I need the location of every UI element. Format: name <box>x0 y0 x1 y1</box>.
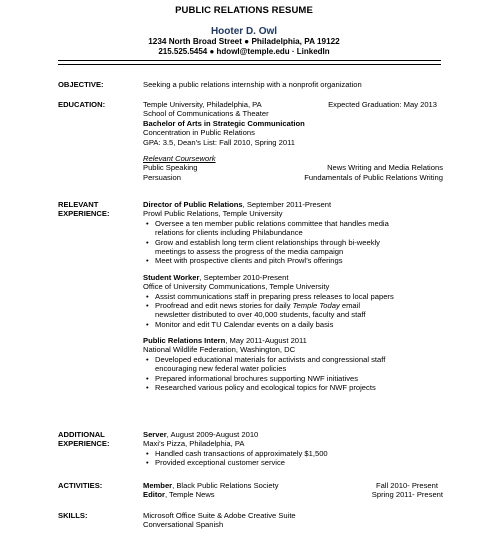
gpa-line: GPA: 3.5, Dean’s List: Fall 2010, Spring 2011 <box>143 137 295 147</box>
job-duties <box>143 219 443 266</box>
header-divider-second <box>58 64 441 65</box>
coursework-heading: Relevant Coursework <box>143 153 216 163</box>
experience-label: RELEVANT EXPERIENCE: <box>58 200 110 219</box>
duty-item-continued: newsletter distributed to over 40,000 students, faculty and staff <box>155 310 366 320</box>
duty-item: • Proofread and edit news stories for daily Temple Today email <box>143 301 443 310</box>
activity-org: , Black Public Relations Society <box>172 481 279 490</box>
course-row <box>143 163 443 172</box>
activity-row <box>143 481 443 490</box>
candidate-contact: 215.525.5454 ● hdowl@temple.edu · LinkedIn <box>158 47 330 56</box>
job-title: Director of Public Relations <box>143 200 243 209</box>
duty-item: • Developed educational materials for activists and congressional staff <box>143 355 443 364</box>
job-title: Server <box>143 430 167 439</box>
duty-item: • Handled cash transactions of approximately $1,500 <box>143 449 443 458</box>
duty-item-continued: encouraging new federal water policies <box>155 364 287 374</box>
duty-item: • Provided exceptional customer service <box>143 458 443 467</box>
candidate-name: Hooter D. Owl <box>210 26 278 37</box>
job-title: Student Worker <box>143 272 200 282</box>
school-name: Temple University, Philadelphia, PA <box>143 100 262 109</box>
job-heading <box>143 273 443 282</box>
job-duties <box>143 355 443 393</box>
job-duties <box>143 292 443 330</box>
objective-text: Seeking a public relations internship with a nonprofit organization <box>143 80 362 89</box>
job-organization: Office of University Communications, Temple University <box>143 282 330 292</box>
duty-item: • Assist communications staff in preparing press releases to local papers <box>143 292 443 301</box>
job-dates: , August 2009-August 2010 <box>166 430 259 439</box>
course-left: Persuasion <box>143 172 181 182</box>
document-title: PUBLIC RELATIONS RESUME <box>175 5 313 16</box>
course-right: News Writing and Media Relations <box>327 163 443 173</box>
job-organization: National Wildlife Federation, Washington, DC <box>143 345 296 355</box>
duty-item: • Researched various policy and ecological topics for NWF projects <box>143 383 443 392</box>
graduation-date: Expected Graduation: May 2013 <box>328 100 437 109</box>
header-divider <box>58 60 441 61</box>
course-left: Public Speaking <box>143 163 198 173</box>
duty-item: • Grow and establish long term client relationships through bi-weekly <box>143 238 443 247</box>
duty-item: • Meet with prospective clients and pitch Prowl’s offerings <box>143 256 443 265</box>
skill-item: Microsoft Office Suite & Adobe Creative Suite <box>143 511 296 520</box>
job-organization: Maxi’s Pizza, Philadelphia, PA <box>143 439 245 449</box>
publication-name: Temple Today <box>292 300 340 310</box>
activity-dates: Spring 2011- Present <box>371 490 443 500</box>
activity-dates: Fall 2010- Present <box>375 481 438 490</box>
activity-role: Editor <box>143 490 165 500</box>
course-right: Fundamentals of Public Relations Writing <box>304 172 443 182</box>
job-dates: , September 2011-Present <box>242 200 332 209</box>
job-dates: , September 2010-Present <box>199 272 289 282</box>
job-title: Public Relations Intern <box>143 336 226 346</box>
job-heading <box>143 200 443 209</box>
duty-item-continued: meetings to assess the progress of the media campaign <box>155 246 344 256</box>
duty-item: • Prepared informational brochures supporting NWF initiatives <box>143 374 443 383</box>
skills-label: SKILLS: <box>58 511 88 520</box>
activity-org: , Temple News <box>164 490 215 500</box>
duty-item: • Monitor and edit TU Calendar events on a daily basis <box>143 320 443 329</box>
activities-label: ACTIVITIES: <box>58 481 103 490</box>
education-school-line <box>143 100 443 109</box>
duty-item-continued: relations for clients including Philabundance <box>155 228 303 238</box>
activity-role: Member <box>143 481 173 490</box>
candidate-address: 1234 North Broad Street ● Philadelphia, PA 19122 <box>148 37 340 46</box>
job-dates: , May 2011-August 2011 <box>225 336 307 346</box>
activity-row <box>143 490 443 499</box>
objective-label: OBJECTIVE: <box>58 80 104 89</box>
job-heading <box>143 430 443 439</box>
degree-name: Bachelor of Arts in Strategic Communication <box>143 118 305 128</box>
additional-experience-label: ADDITIONAL EXPERIENCE: <box>58 430 110 449</box>
course-row <box>143 173 443 182</box>
skill-item: Conversational Spanish <box>143 520 224 530</box>
concentration: Concentration in Public Relations <box>143 128 255 138</box>
college-name: School of Communications & Theater <box>143 109 269 119</box>
duty-item: • Oversee a ten member public relations committee that handles media <box>143 219 443 228</box>
job-organization: Prowl Public Relations, Temple University <box>143 209 283 219</box>
job-duties <box>143 449 443 468</box>
job-heading <box>143 336 443 345</box>
education-label: EDUCATION: <box>58 100 106 109</box>
